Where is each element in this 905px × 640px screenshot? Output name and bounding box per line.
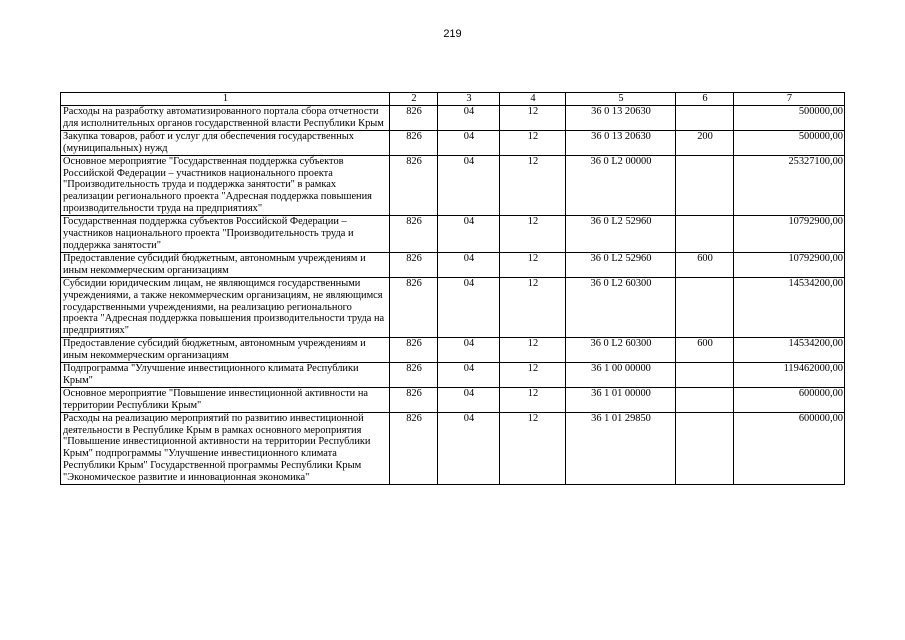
row-description: Расходы на разработку автоматизированного портала сбора отчетности для исполнительных органов государственной власти Республики Крым [61,106,390,131]
row-description: Закупка товаров, работ и услуг для обеспечения государственных (муниципальных) нужд [61,130,390,155]
row-description: Расходы на реализацию мероприятий по развитию инвестиционной деятельности в Республике Крым в рамках основного мероприятия "Повышение инвестиционной активности на территории Республики Крым" подпрограммы "Улучшение инвестиционного климата Республики Крым" Государственной программы Республики Крым "Экономическое развитие и инновационная экономика" [61,412,390,484]
row-description: Предоставление субсидий бюджетным, автономным учреждениям и иным некоммерческим организациям [61,338,390,363]
target-article-code: 36 0 L2 52960 [566,252,676,277]
target-article-code: 36 1 01 00000 [566,387,676,412]
expense-type-code [676,155,734,216]
section-code: 04 [438,363,500,388]
row-description: Государственная поддержка субъектов Российской Федерации – участников национального проекта "Производительность труда и поддержка занятости" [61,216,390,253]
table-row [61,412,845,484]
row-description: Подпрограмма "Улучшение инвестиционного климата Республики Крым" [61,363,390,388]
expense-type-code: 600 [676,252,734,277]
table-row [61,130,845,155]
subsection-code: 12 [500,130,566,155]
subsection-code: 12 [500,387,566,412]
subsection-code: 12 [500,363,566,388]
expense-type-code [676,363,734,388]
column-header: 7 [734,93,845,106]
subsection-code: 12 [500,155,566,216]
table-row [61,216,845,253]
column-header: 2 [390,93,438,106]
column-header: 1 [61,93,390,106]
expense-type-code [676,277,734,338]
admin-code: 826 [390,130,438,155]
admin-code: 826 [390,155,438,216]
admin-code: 826 [390,277,438,338]
admin-code: 826 [390,412,438,484]
budget-table [60,92,845,485]
target-article-code: 36 0 L2 52960 [566,216,676,253]
admin-code: 826 [390,252,438,277]
section-code: 04 [438,412,500,484]
section-code: 04 [438,106,500,131]
admin-code: 826 [390,338,438,363]
target-article-code: 36 1 00 00000 [566,363,676,388]
row-description: Основное мероприятие "Государственная поддержка субъектов Российской Федерации – участников национального проекта "Производительность труда и поддержка занятости" в рамках реализации регионального проекта "Адресная поддержка повышения производительности труда на предприятиях" [61,155,390,216]
subsection-code: 12 [500,338,566,363]
target-article-code: 36 0 13 20630 [566,130,676,155]
header-row [61,93,845,106]
amount: 10792900,00 [734,216,845,253]
section-code: 04 [438,216,500,253]
target-article-code: 36 1 01 29850 [566,412,676,484]
row-description: Основное мероприятие "Повышение инвестиционной активности на территории Республики Крым" [61,387,390,412]
section-code: 04 [438,387,500,412]
admin-code: 826 [390,387,438,412]
table-row [61,338,845,363]
section-code: 04 [438,338,500,363]
amount: 10792900,00 [734,252,845,277]
table-row [61,155,845,216]
table-row [61,363,845,388]
row-description: Субсидии юридическим лицам, не являющимся государственными учреждениями, а также некоммерческим организациям, не являющимся государственными учреждениями, на реализацию регионального проекта "Адресная поддержка повышения производительности труда на предприятиях" [61,277,390,338]
page-number: 219 [443,28,462,40]
expense-type-code [676,412,734,484]
section-code: 04 [438,130,500,155]
table-row [61,387,845,412]
section-code: 04 [438,155,500,216]
amount: 600000,00 [734,412,845,484]
target-article-code: 36 0 13 20630 [566,106,676,131]
expense-type-code [676,387,734,412]
subsection-code: 12 [500,106,566,131]
admin-code: 826 [390,216,438,253]
table-row [61,252,845,277]
expense-type-code: 200 [676,130,734,155]
column-header: 6 [676,93,734,106]
column-header: 4 [500,93,566,106]
amount: 500000,00 [734,106,845,131]
expense-type-code [676,216,734,253]
admin-code: 826 [390,363,438,388]
target-article-code: 36 0 L2 60300 [566,338,676,363]
column-header: 3 [438,93,500,106]
table-row [61,106,845,131]
amount: 119462000,00 [734,363,845,388]
target-article-code: 36 0 L2 60300 [566,277,676,338]
subsection-code: 12 [500,216,566,253]
section-code: 04 [438,277,500,338]
column-header: 5 [566,93,676,106]
expense-type-code: 600 [676,338,734,363]
amount: 14534200,00 [734,277,845,338]
target-article-code: 36 0 L2 00000 [566,155,676,216]
amount: 600000,00 [734,387,845,412]
amount: 25327100,00 [734,155,845,216]
expense-type-code [676,106,734,131]
amount: 14534200,00 [734,338,845,363]
subsection-code: 12 [500,252,566,277]
subsection-code: 12 [500,277,566,338]
amount: 500000,00 [734,130,845,155]
row-description: Предоставление субсидий бюджетным, автономным учреждениям и иным некоммерческим организациям [61,252,390,277]
subsection-code: 12 [500,412,566,484]
table-row [61,277,845,338]
admin-code: 826 [390,106,438,131]
section-code: 04 [438,252,500,277]
